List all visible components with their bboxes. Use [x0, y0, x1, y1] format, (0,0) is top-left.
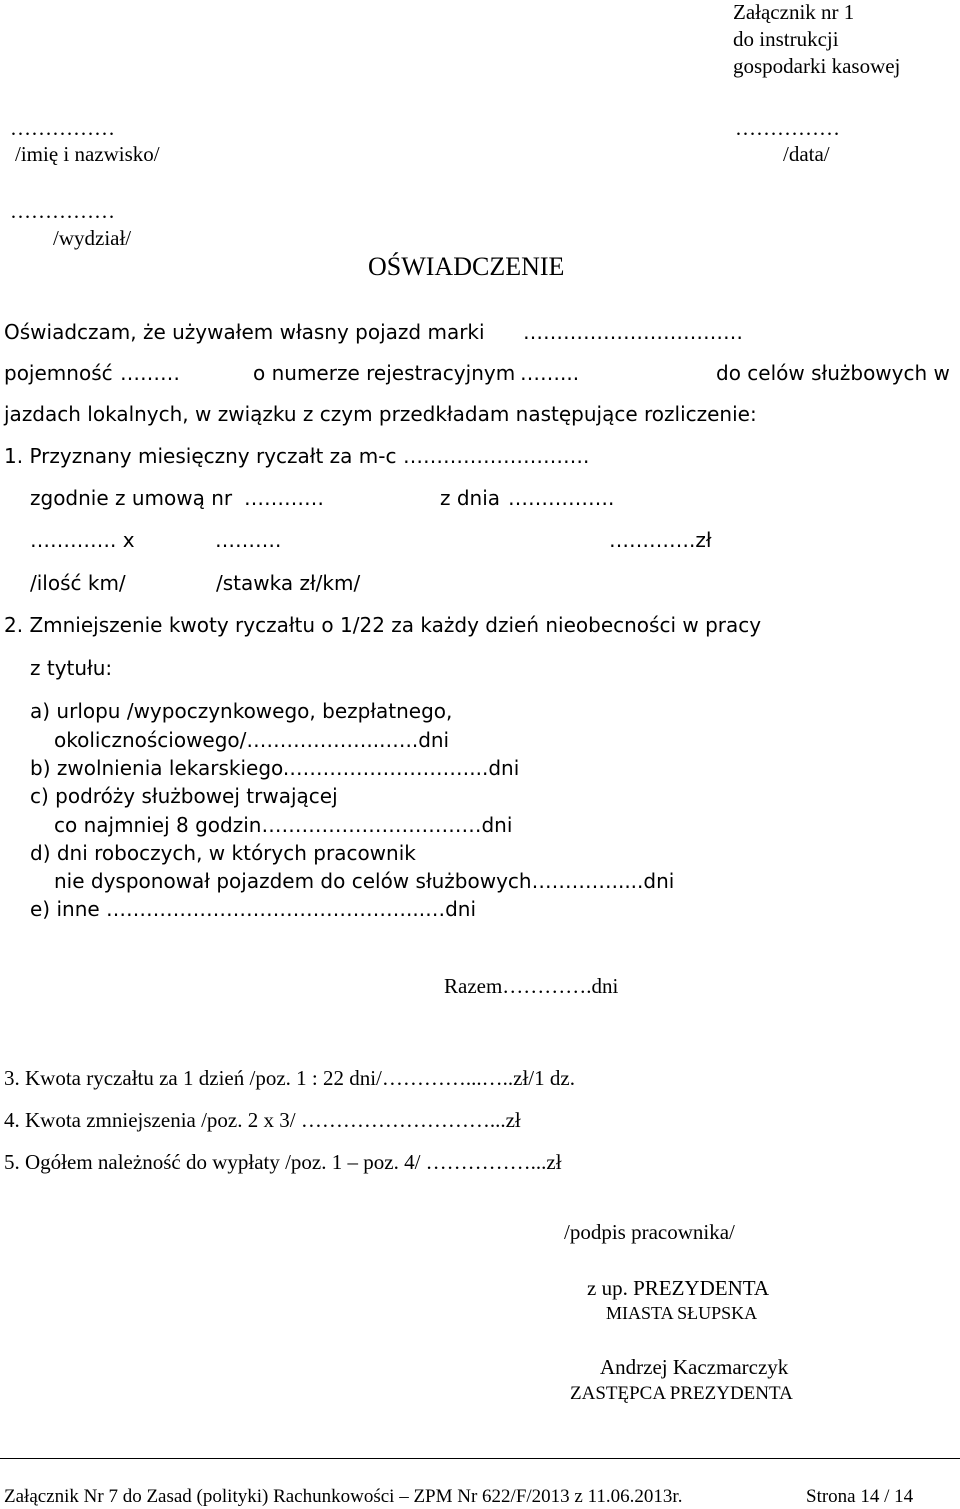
item1-date-label: z dnia: [440, 486, 501, 510]
item1-km-dots: …………. x: [30, 528, 135, 552]
department-field-dots: ……………: [10, 199, 115, 223]
intro-capacity-label: pojemność: [4, 361, 113, 385]
item2-e: e) inne ………………………………………...…dni: [30, 897, 477, 921]
name-field-label: /imię i nazwisko/: [15, 142, 160, 166]
item1-date-dots: …………….: [508, 486, 615, 510]
item5: 5. Ogółem należność do wypłaty /poz. 1 – poz. 4/ ……………...zł: [4, 1150, 562, 1174]
intro-registration-label: o numerze rejestracyjnym: [253, 361, 516, 385]
page-title: OŚWIADCZENIE: [368, 252, 565, 281]
item2-line1: 2. Zmniejszenie kwoty ryczałtu o 1/22 za każdy dzień nieobecności w pracy: [4, 613, 762, 637]
attachment-header-line2: do instrukcji: [733, 27, 839, 51]
intro-capacity-dots: ………: [120, 361, 180, 385]
date-field-dots: ……………: [735, 116, 840, 140]
item2-c-line2: co najmniej 8 godzin……………………………dni: [54, 813, 513, 837]
item2-d-line2: nie dysponował pojazdem do celów służbowych………….....dni: [54, 869, 675, 893]
item1-result-dots: ………….zł: [609, 528, 712, 552]
item1-contract-label: zgodnie z umową nr: [30, 486, 233, 510]
attachment-header-line1: Załącznik nr 1: [733, 0, 855, 24]
item1-line1: 1. Przyznany miesięczny ryczałt za m-c: [4, 444, 397, 468]
item2-b: b) zwolnienia lekarskiego.………………………...dni: [30, 756, 520, 780]
city-label: MIASTA SŁUPSKA: [606, 1303, 758, 1323]
footer-divider: [0, 1458, 960, 1459]
name-field-dots: ……………: [10, 116, 115, 140]
signer-title: ZASTĘPCA PREZYDENTA: [570, 1383, 793, 1404]
item2-total: Razem………….dni: [444, 974, 619, 998]
department-field-label: /wydział/: [53, 226, 132, 250]
item1-rate-label: /stawka zł/km/: [216, 571, 361, 595]
footer-page-number: Strona 14 / 14: [806, 1486, 914, 1507]
item2-c-line1: c) podróży służbowej trwającej: [30, 784, 338, 808]
attachment-header-line3: gospodarki kasowej: [733, 54, 901, 78]
item2-d-line1: d) dni roboczych, w których pracownik: [30, 841, 416, 865]
intro-registration-dots: ……...: [520, 361, 580, 385]
item2-a-line2: okolicznościowego/………………...…..dni: [54, 728, 450, 752]
item3: 3. Kwota ryczałtu za 1 dzień /poz. 1 : 22 dni/…………...…..zł/1 dz.: [4, 1066, 575, 1090]
intro-line3: jazdach lokalnych, w związku z czym przedkładam następujące rozliczenie:: [4, 402, 757, 426]
item2-a-line1: a) urlopu /wypoczynkowego, bezpłatnego,: [30, 699, 453, 723]
item1-rate-dots: ……….: [215, 528, 282, 552]
employee-signature-label: /podpis pracownika/: [564, 1220, 735, 1244]
footer-left: Załącznik Nr 7 do Zasad (polityki) Rachunkowości – ZPM Nr 622/F/2013 z 11.06.2013r.: [4, 1486, 683, 1507]
item1-month-dots: ……………………….: [403, 444, 590, 468]
signer-name: Andrzej Kaczmarczyk: [600, 1355, 789, 1379]
item1-km-label: /ilość km/: [30, 571, 126, 595]
item2-line2: z tytułu:: [30, 656, 113, 680]
intro-purpose-text: do celów służbowych w: [716, 361, 950, 385]
intro-line1: Oświadczam, że używałem własny pojazd marki: [4, 320, 485, 344]
item1-contract-dots: …………: [244, 486, 324, 510]
on-behalf-label: z up. PREZYDENTA: [587, 1276, 770, 1300]
intro-vehicle-brand-dots: ……………………………: [523, 320, 743, 344]
item4: 4. Kwota zmniejszenia /poz. 2 x 3/ ………………………...zł: [4, 1108, 521, 1132]
date-field-label: /data/: [783, 142, 830, 166]
